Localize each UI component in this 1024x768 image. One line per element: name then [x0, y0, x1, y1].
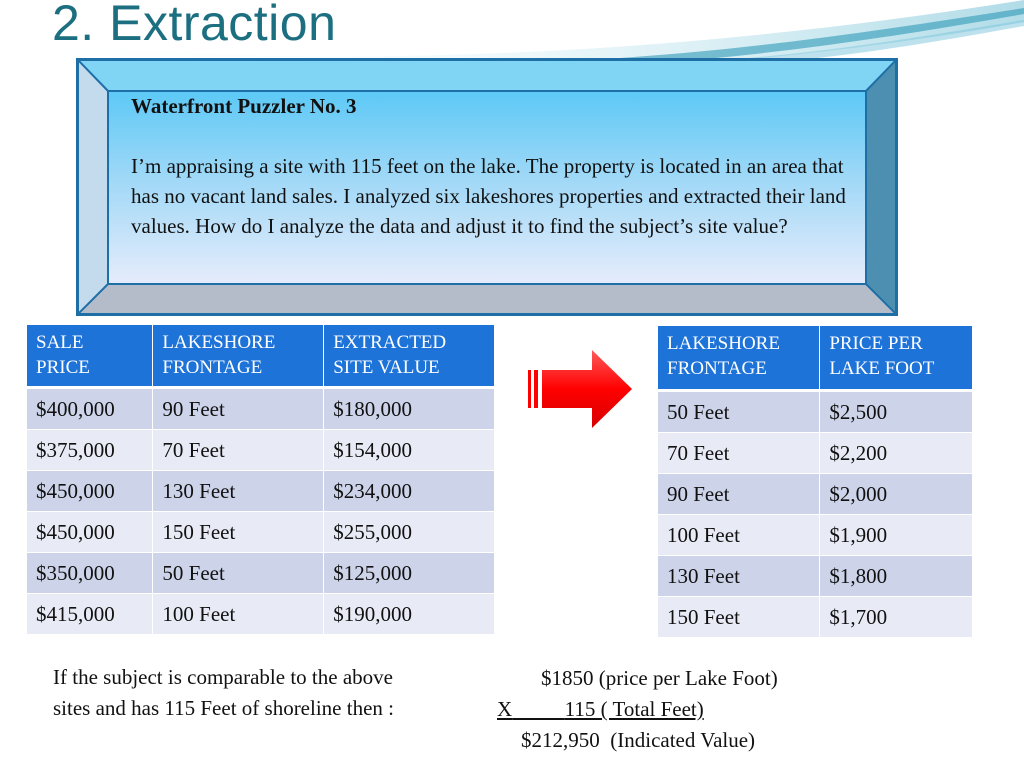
calc-total-feet: 115 ( Total Feet) — [564, 697, 704, 721]
cell-frontage: 50 Feet — [153, 553, 324, 594]
table-row — [27, 471, 495, 512]
extraction-table — [27, 325, 495, 635]
puzzle-heading: Waterfront Puzzler No. 3 — [131, 94, 357, 118]
table-header-row — [658, 326, 973, 391]
table-row — [27, 388, 495, 430]
conclusion-note: If the subject is comparable to the above sites and has 115 Feet of shoreline then : — [53, 665, 394, 720]
table-row — [658, 391, 973, 433]
cell-price-per-foot: $2,500 — [820, 391, 973, 433]
cell-frontage: 70 Feet — [658, 433, 820, 474]
table-row — [658, 433, 973, 474]
cell-site-value: $234,000 — [324, 471, 495, 512]
table-row — [27, 594, 495, 635]
cell-frontage: 70 Feet — [153, 430, 324, 471]
header-lakeshore-frontage: LAKESHORE FRONTAGE — [153, 325, 324, 388]
cell-price-per-foot: $1,800 — [820, 556, 973, 597]
price-per-foot-table — [658, 326, 973, 638]
cell-sale-price: $350,000 — [27, 553, 153, 594]
cell-price-per-foot: $1,900 — [820, 515, 973, 556]
table-row — [27, 430, 495, 471]
cell-price-per-foot: $1,700 — [820, 597, 973, 638]
table-row — [658, 474, 973, 515]
table-header-row — [27, 325, 495, 388]
cell-sale-price: $400,000 — [27, 388, 153, 430]
cell-frontage: 150 Feet — [658, 597, 820, 638]
cell-sale-price: $415,000 — [27, 594, 153, 635]
header-extracted-site-value: EXTRACTED SITE VALUE — [324, 325, 495, 388]
cell-site-value: $180,000 — [324, 388, 495, 430]
cell-sale-price: $450,000 — [27, 471, 153, 512]
cell-frontage: 100 Feet — [658, 515, 820, 556]
calc-price-per-foot: $1850 (price per Lake Foot) — [541, 666, 778, 690]
cell-price-per-foot: $2,000 — [820, 474, 973, 515]
cell-frontage: 90 Feet — [658, 474, 820, 515]
cell-frontage: 90 Feet — [153, 388, 324, 430]
cell-frontage: 130 Feet — [658, 556, 820, 597]
cell-site-value: $190,000 — [324, 594, 495, 635]
cell-frontage: 150 Feet — [153, 512, 324, 553]
cell-frontage: 130 Feet — [153, 471, 324, 512]
table-row — [658, 597, 973, 638]
cell-site-value: $125,000 — [324, 553, 495, 594]
right-arrow-icon — [528, 350, 634, 428]
calc-indicated-value: $212,950 (Indicated Value) — [521, 728, 756, 752]
table-row — [27, 512, 495, 553]
puzzle-text — [131, 91, 851, 241]
cell-price-per-foot: $2,200 — [820, 433, 973, 474]
slide-title: 2. Extraction — [52, 0, 337, 51]
header-lakeshore-frontage: LAKESHORE FRONTAGE — [658, 326, 820, 391]
cell-sale-price: $375,000 — [27, 430, 153, 471]
cell-sale-price: $450,000 — [27, 512, 153, 553]
header-sale-price: SALE PRICE — [27, 325, 153, 388]
cell-frontage: 50 Feet — [658, 391, 820, 433]
calc-multiplier — [497, 694, 704, 725]
puzzle-body: I’m appraising a site with 115 feet on the lake. The property is located in an area that has no vacant land sales. I analyzed six lakeshores properties and extracted their land values. How do I analyze the data and adjust it to find the subject’s site value? — [131, 154, 846, 238]
cell-frontage: 100 Feet — [153, 594, 324, 635]
table-row — [658, 515, 973, 556]
header-price-per-lake-foot: PRICE PER LAKE FOOT — [820, 326, 973, 391]
cell-site-value: $255,000 — [324, 512, 495, 553]
table-row — [658, 556, 973, 597]
table-row — [27, 553, 495, 594]
cell-site-value: $154,000 — [324, 430, 495, 471]
calc-multiply-sign: X — [497, 697, 513, 721]
